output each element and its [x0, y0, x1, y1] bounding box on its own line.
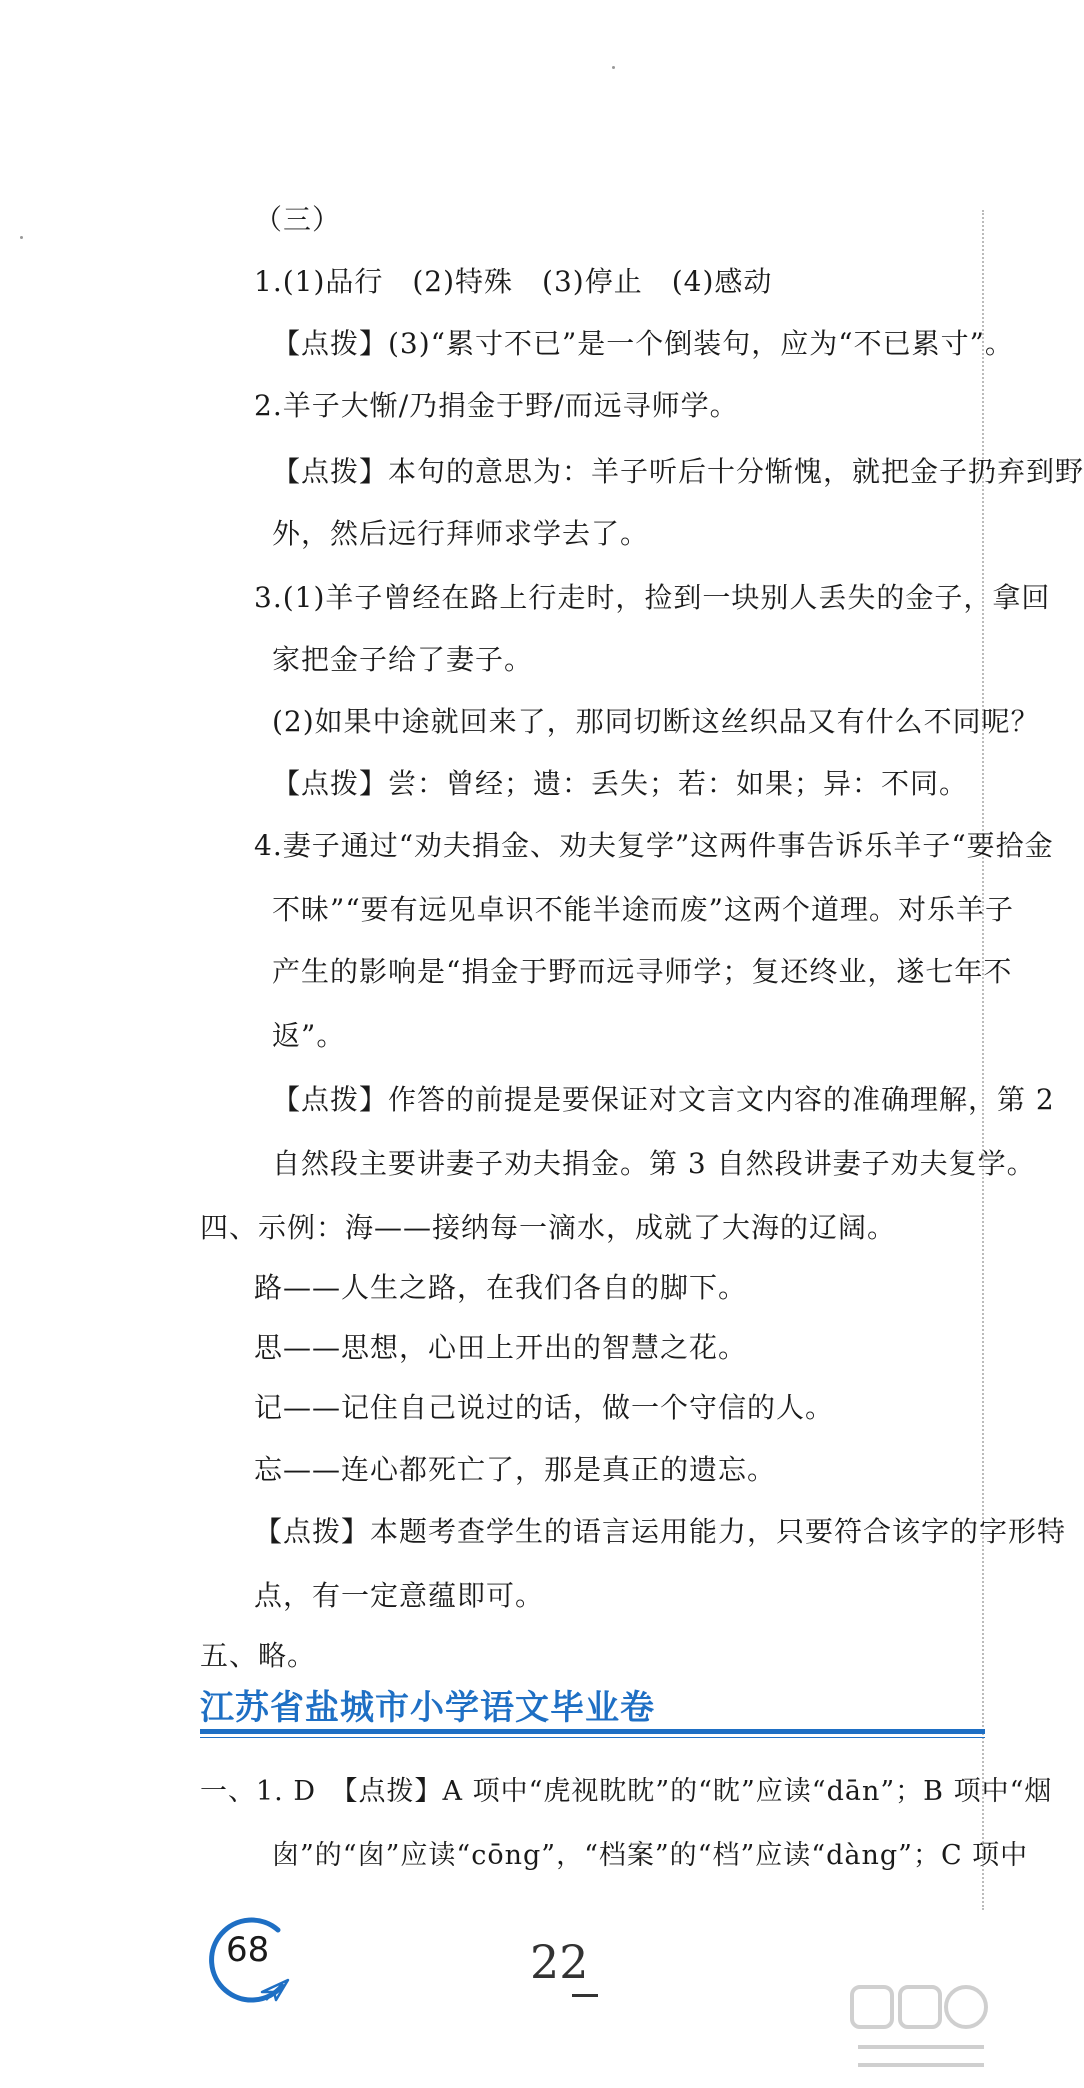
- section-label-three: （三）: [254, 203, 342, 236]
- answer-line: 不昧”“要有远见卓识不能半途而废”这两个道理。对乐羊子: [272, 893, 1014, 926]
- answer-line: 4.妻子通过“劝夫捐金、劝夫复学”这两件事告诉乐羊子“要拾金: [254, 829, 1054, 862]
- page-number: 68: [226, 1930, 270, 1970]
- answer-line: 家把金子给了妻子。: [272, 643, 534, 676]
- section-heading: 江苏省盐城市小学语文毕业卷: [200, 1688, 655, 1728]
- scan-speck: [612, 66, 615, 69]
- answer-line: 忘——连心都死亡了，那是真正的遗忘。: [254, 1453, 777, 1486]
- answer-line: 囱”的“囱”应读“cōng”，“档案”的“档”应读“dàng”；C 项中: [272, 1840, 1029, 1871]
- heading-underline: [200, 1729, 985, 1734]
- answer-line: 记——记住自己说过的话，做一个守信的人。: [254, 1391, 835, 1424]
- hint-line: 【点拨】尝：曾经；遗：丢失；若：如果；异：不同。: [272, 767, 969, 800]
- handwritten-underline: [572, 1994, 598, 1997]
- hint-line: 外，然后远行拜师求学去了。: [272, 517, 650, 550]
- answer-line: 返”。: [272, 1019, 346, 1052]
- answer-line: 3.(1)羊子曾经在路上行走时，捡到一块别人丢失的金子，拿回: [254, 581, 1051, 614]
- hint-line: 【点拨】作答的前提是要保证对文言文内容的准确理解，第 2: [272, 1083, 1055, 1116]
- answer-line: 2.羊子大惭/乃捐金于野/而远寻师学。: [254, 389, 739, 422]
- hint-line: 【点拨】本题考查学生的语言运用能力，只要符合该字的字形特: [254, 1515, 1067, 1548]
- hint-line: 点，有一定意蕴即可。: [254, 1579, 545, 1612]
- answer-line: 四、示例：海——接纳每一滴水，成就了大海的辽阔。: [200, 1211, 897, 1244]
- answer-line: (2)如果中途就回来了，那同切断这丝织品又有什么不同呢？: [272, 705, 1040, 738]
- answer-line: 思——思想，心田上开出的智慧之花。: [254, 1331, 748, 1364]
- hint-line: 【点拨】本句的意思为：羊子听后十分惭愧，就把金子扔弃到野: [272, 455, 1084, 488]
- answer-line: 五、略。: [200, 1639, 317, 1672]
- answer-line: 1.(1)品行 (2)特殊 (3)停止 (4)感动: [254, 265, 773, 298]
- answer-line: 路——人生之路，在我们各自的脚下。: [254, 1271, 748, 1304]
- answer-line: 产生的影响是“捐金于野而远寻师学；复还终业，遂七年不: [272, 955, 1013, 988]
- watermark-logo-icon: [844, 1977, 994, 2082]
- hint-line: 自然段主要讲妻子劝夫捐金。第 3 自然段讲妻子劝夫复学。: [272, 1147, 1036, 1180]
- scan-speck: [20, 236, 23, 239]
- hint-line: 【点拨】(3)“累寸不已”是一个倒装句，应为“不已累寸”。: [272, 327, 1014, 360]
- heading-underline-thin: [200, 1737, 985, 1738]
- handwritten-mark: 22: [530, 1935, 589, 1989]
- answer-line: 一、1. D 【点拨】A 项中“虎视眈眈”的“眈”应读“dān”；B 项中“烟: [200, 1776, 1053, 1807]
